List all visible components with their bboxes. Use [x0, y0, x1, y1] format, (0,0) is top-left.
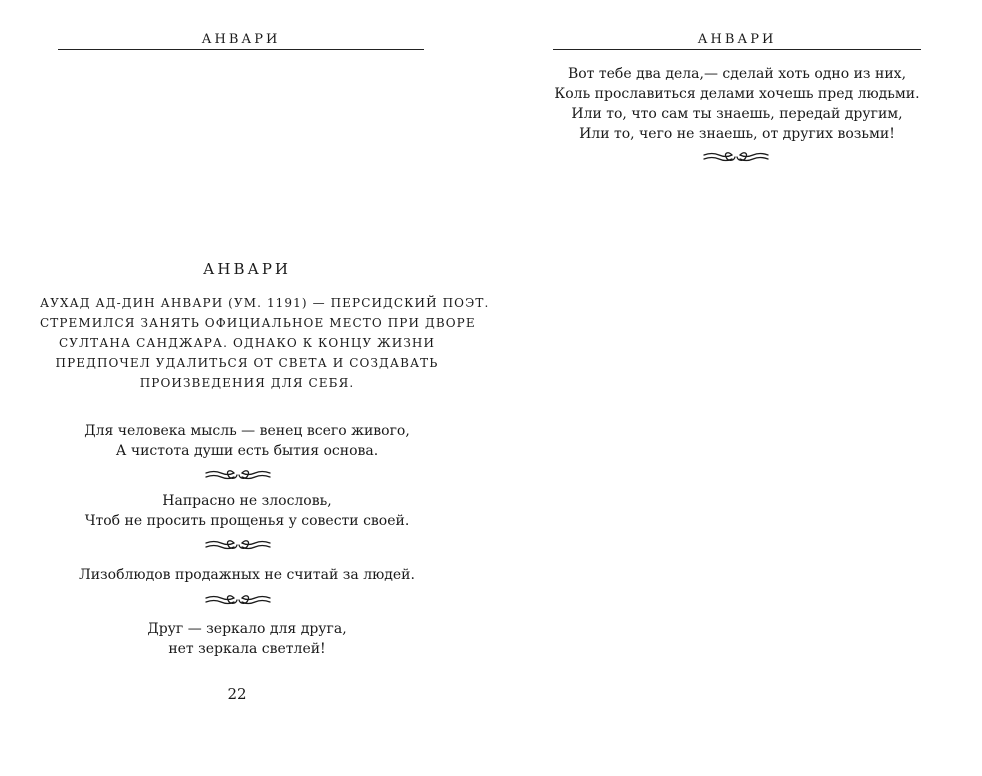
bio-line: СТРЕМИЛСЯ ЗАНЯТЬ ОФИЦИАЛЬНОЕ МЕСТО ПРИ ДВОРЕ [40, 316, 476, 330]
running-head: АНВАРИ [697, 32, 777, 47]
verse-stanza [40, 619, 454, 659]
verse-stanza [40, 421, 454, 461]
verse-stanza [40, 565, 454, 585]
swirl-ornament-icon [204, 467, 272, 483]
section-title-text: АНВАРИ [203, 260, 291, 278]
verse-line: Вот тебе два дела,— сделай хоть одно из них, [567, 66, 907, 82]
header-rule [58, 49, 424, 50]
bio-line: АУХАД АД-ДИН АНВАРИ (УМ. 1191) — ПЕРСИДСКИЙ ПОЭТ. [40, 296, 490, 310]
bio-line: ПРОИЗВЕДЕНИЯ ДЛЯ СЕБЯ. [139, 376, 355, 390]
bio-paragraph [40, 293, 490, 393]
swirl-ornament-icon [204, 592, 272, 608]
running-head: АНВАРИ [201, 32, 281, 47]
verse-line: нет зеркала светлей! [168, 641, 326, 657]
verse-line: Друг — зеркало для друга, [147, 621, 347, 637]
verse-stanza [517, 64, 957, 144]
verse-line: Напрасно не злословь, [162, 493, 332, 509]
right-page [491, 0, 982, 776]
header-rule [553, 49, 921, 50]
verse-stanza [40, 491, 454, 531]
verse-line: А чистота души есть бытия основа. [115, 443, 379, 459]
page-number: 22 [227, 685, 247, 703]
bio-line: ПРЕДПОЧЕЛ УДАЛИТЬСЯ ОТ СВЕТА И СОЗДАВАТЬ [55, 356, 439, 370]
swirl-ornament-icon [702, 149, 770, 165]
verse-line: Чтоб не просить прощенья у совести своей. [84, 513, 410, 529]
verse-line: Для человека мысль — венец всего живого, [84, 423, 410, 439]
swirl-ornament-icon [204, 537, 272, 553]
bio-line: СУЛТАНА САНДЖАРА. ОДНАКО К КОНЦУ ЖИЗНИ [58, 336, 436, 350]
verse-line: Или то, что сам ты знаешь, передай другим, [571, 106, 903, 122]
verse-line: Коль прославиться делами хочешь пред людьми. [554, 86, 920, 102]
section-title [60, 259, 434, 279]
verse-line: Лизоблюдов продажных не считай за людей. [79, 567, 415, 583]
verse-line: Или то, чего не знаешь, от других возьми! [579, 126, 895, 142]
